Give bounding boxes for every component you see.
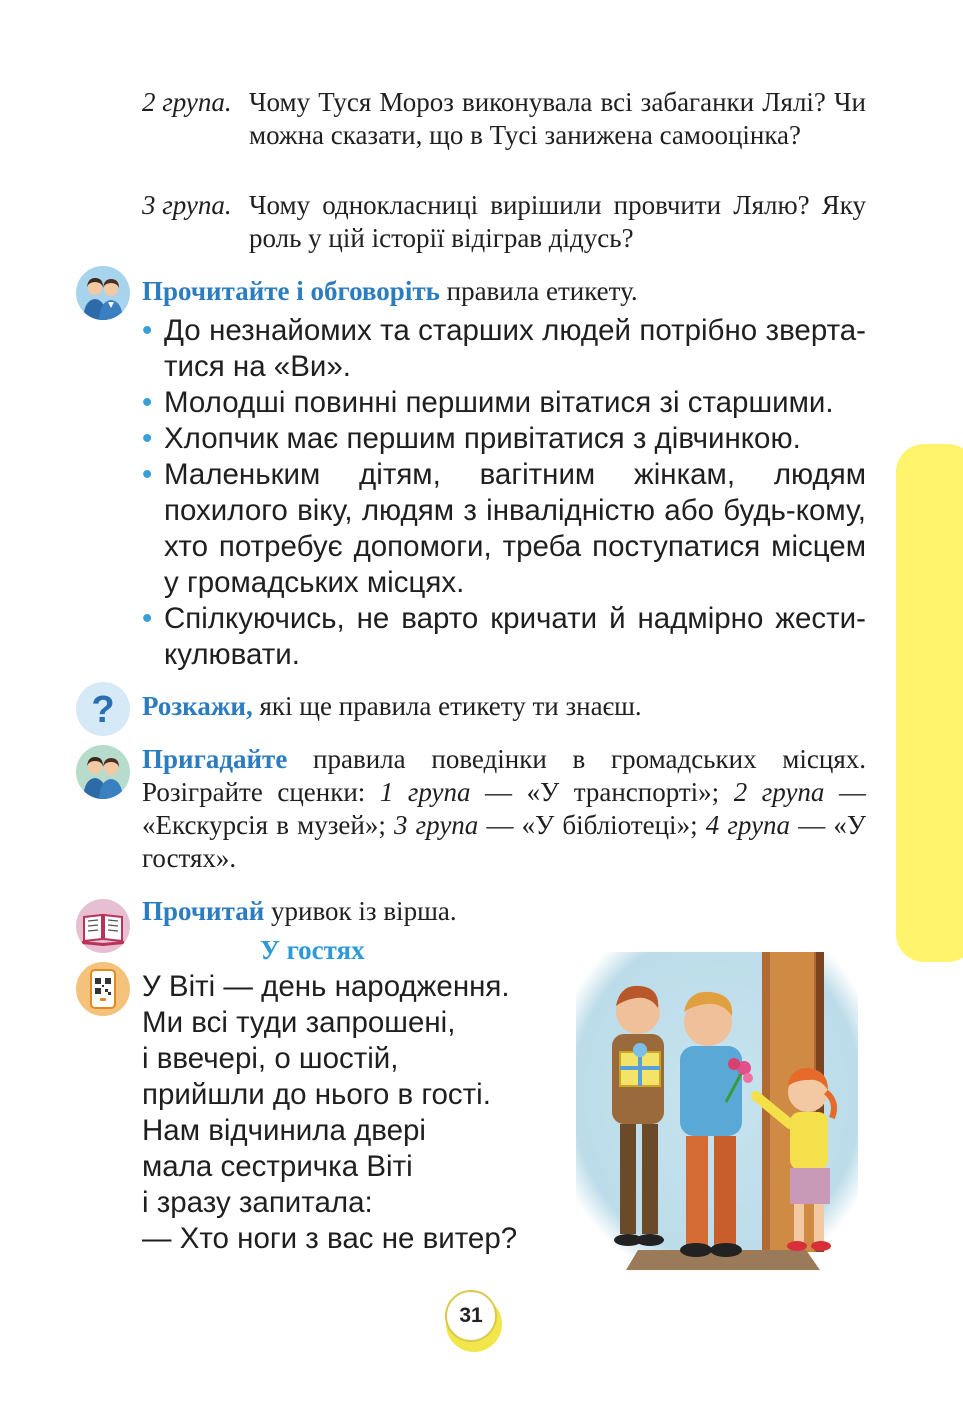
group-pair-icon xyxy=(76,266,130,320)
book-icon xyxy=(76,899,130,953)
poem-line: і ввечері, о шостій, xyxy=(142,1042,399,1075)
page-number: 31 xyxy=(445,1290,497,1342)
rule-item: • До незнайомих та старших людей потрібно звертатися на «Ви». xyxy=(142,313,866,385)
rule-item: • Спілкуючись, не варто кричати й надмірно жестикулювати. xyxy=(142,601,866,673)
illustration-visiting xyxy=(576,952,858,1270)
group-label: 2 група. xyxy=(142,87,232,117)
poem-line: і зразу запитала: xyxy=(142,1186,373,1219)
side-color-tab xyxy=(896,444,963,962)
question-text: Чому Туся Мороз виконувала всі забаганки Лялі? Чи можна сказати, що в Тусі занижена самооцінка? xyxy=(249,87,866,150)
task-lead: Прочитай xyxy=(142,896,265,926)
svg-text:?: ? xyxy=(91,689,115,731)
task-recall xyxy=(142,743,866,875)
group-pair-icon xyxy=(76,745,130,799)
rule-item: • Маленьким дітям, вагітним жінкам, людям похилого віку, людям з інвалідністю або будь-кому, хто потребує допомоги, треба поступатися місцем у громадських місцях. xyxy=(142,457,866,601)
task-read-poem xyxy=(142,895,866,928)
scene-text: — «Екскурсія в музей»; xyxy=(142,777,866,840)
task-text: правила поведінки в громадських місцях. Розіграйте сценки: xyxy=(142,744,866,807)
group-ref: 2 група xyxy=(733,777,825,807)
task-lead: Пригадайте xyxy=(142,744,288,774)
poem-line: Нам відчинила двері xyxy=(142,1114,426,1147)
rule-item: • Хлопчик має першим привітатися з дівчинкою. xyxy=(142,421,866,457)
group-ref: 1 група xyxy=(379,777,471,807)
scene-text: — «У транспорті»; xyxy=(470,777,734,807)
task-text: уривок із вірша. xyxy=(264,896,457,926)
task-lead: Розкажи, xyxy=(142,691,253,721)
poem-line: У Віті — день народження. xyxy=(142,970,510,1003)
task-tell xyxy=(142,690,866,723)
poem-line: Ми всі туди запрошені, xyxy=(142,1006,456,1039)
task-text: які ще правила етикету ти знаєш. xyxy=(252,691,642,721)
poem-title: У гостях xyxy=(260,935,365,965)
task-lead: Прочитайте і обговоріть xyxy=(142,276,440,306)
question-group-3 xyxy=(142,189,866,255)
question-text: Чому однокласниці вирішили провчити Лялю? Яку роль у цій історії відіграв дідусь? xyxy=(249,190,866,253)
question-group-2 xyxy=(142,86,866,152)
rule-item: • Молодші повинні першими вітатися зі старшими. xyxy=(142,385,866,421)
qr-phone-icon[interactable] xyxy=(76,962,130,1016)
group-ref: 4 група xyxy=(705,810,791,840)
group-label: 3 група. xyxy=(142,190,232,220)
task-text: правила етикету. xyxy=(439,276,638,306)
poem-line: мала сестричка Віті xyxy=(142,1150,413,1183)
group-ref: 3 група xyxy=(393,810,479,840)
poem-line: прийшли до нього в гості. xyxy=(142,1078,491,1111)
poem-line: — Хто ноги з вас не витер? xyxy=(142,1222,518,1255)
task-read-discuss xyxy=(142,275,866,308)
scene-text: — «У гостях». xyxy=(142,810,866,873)
scene-text: — «У бібліотеці»; xyxy=(478,810,706,840)
question-icon xyxy=(76,682,130,736)
